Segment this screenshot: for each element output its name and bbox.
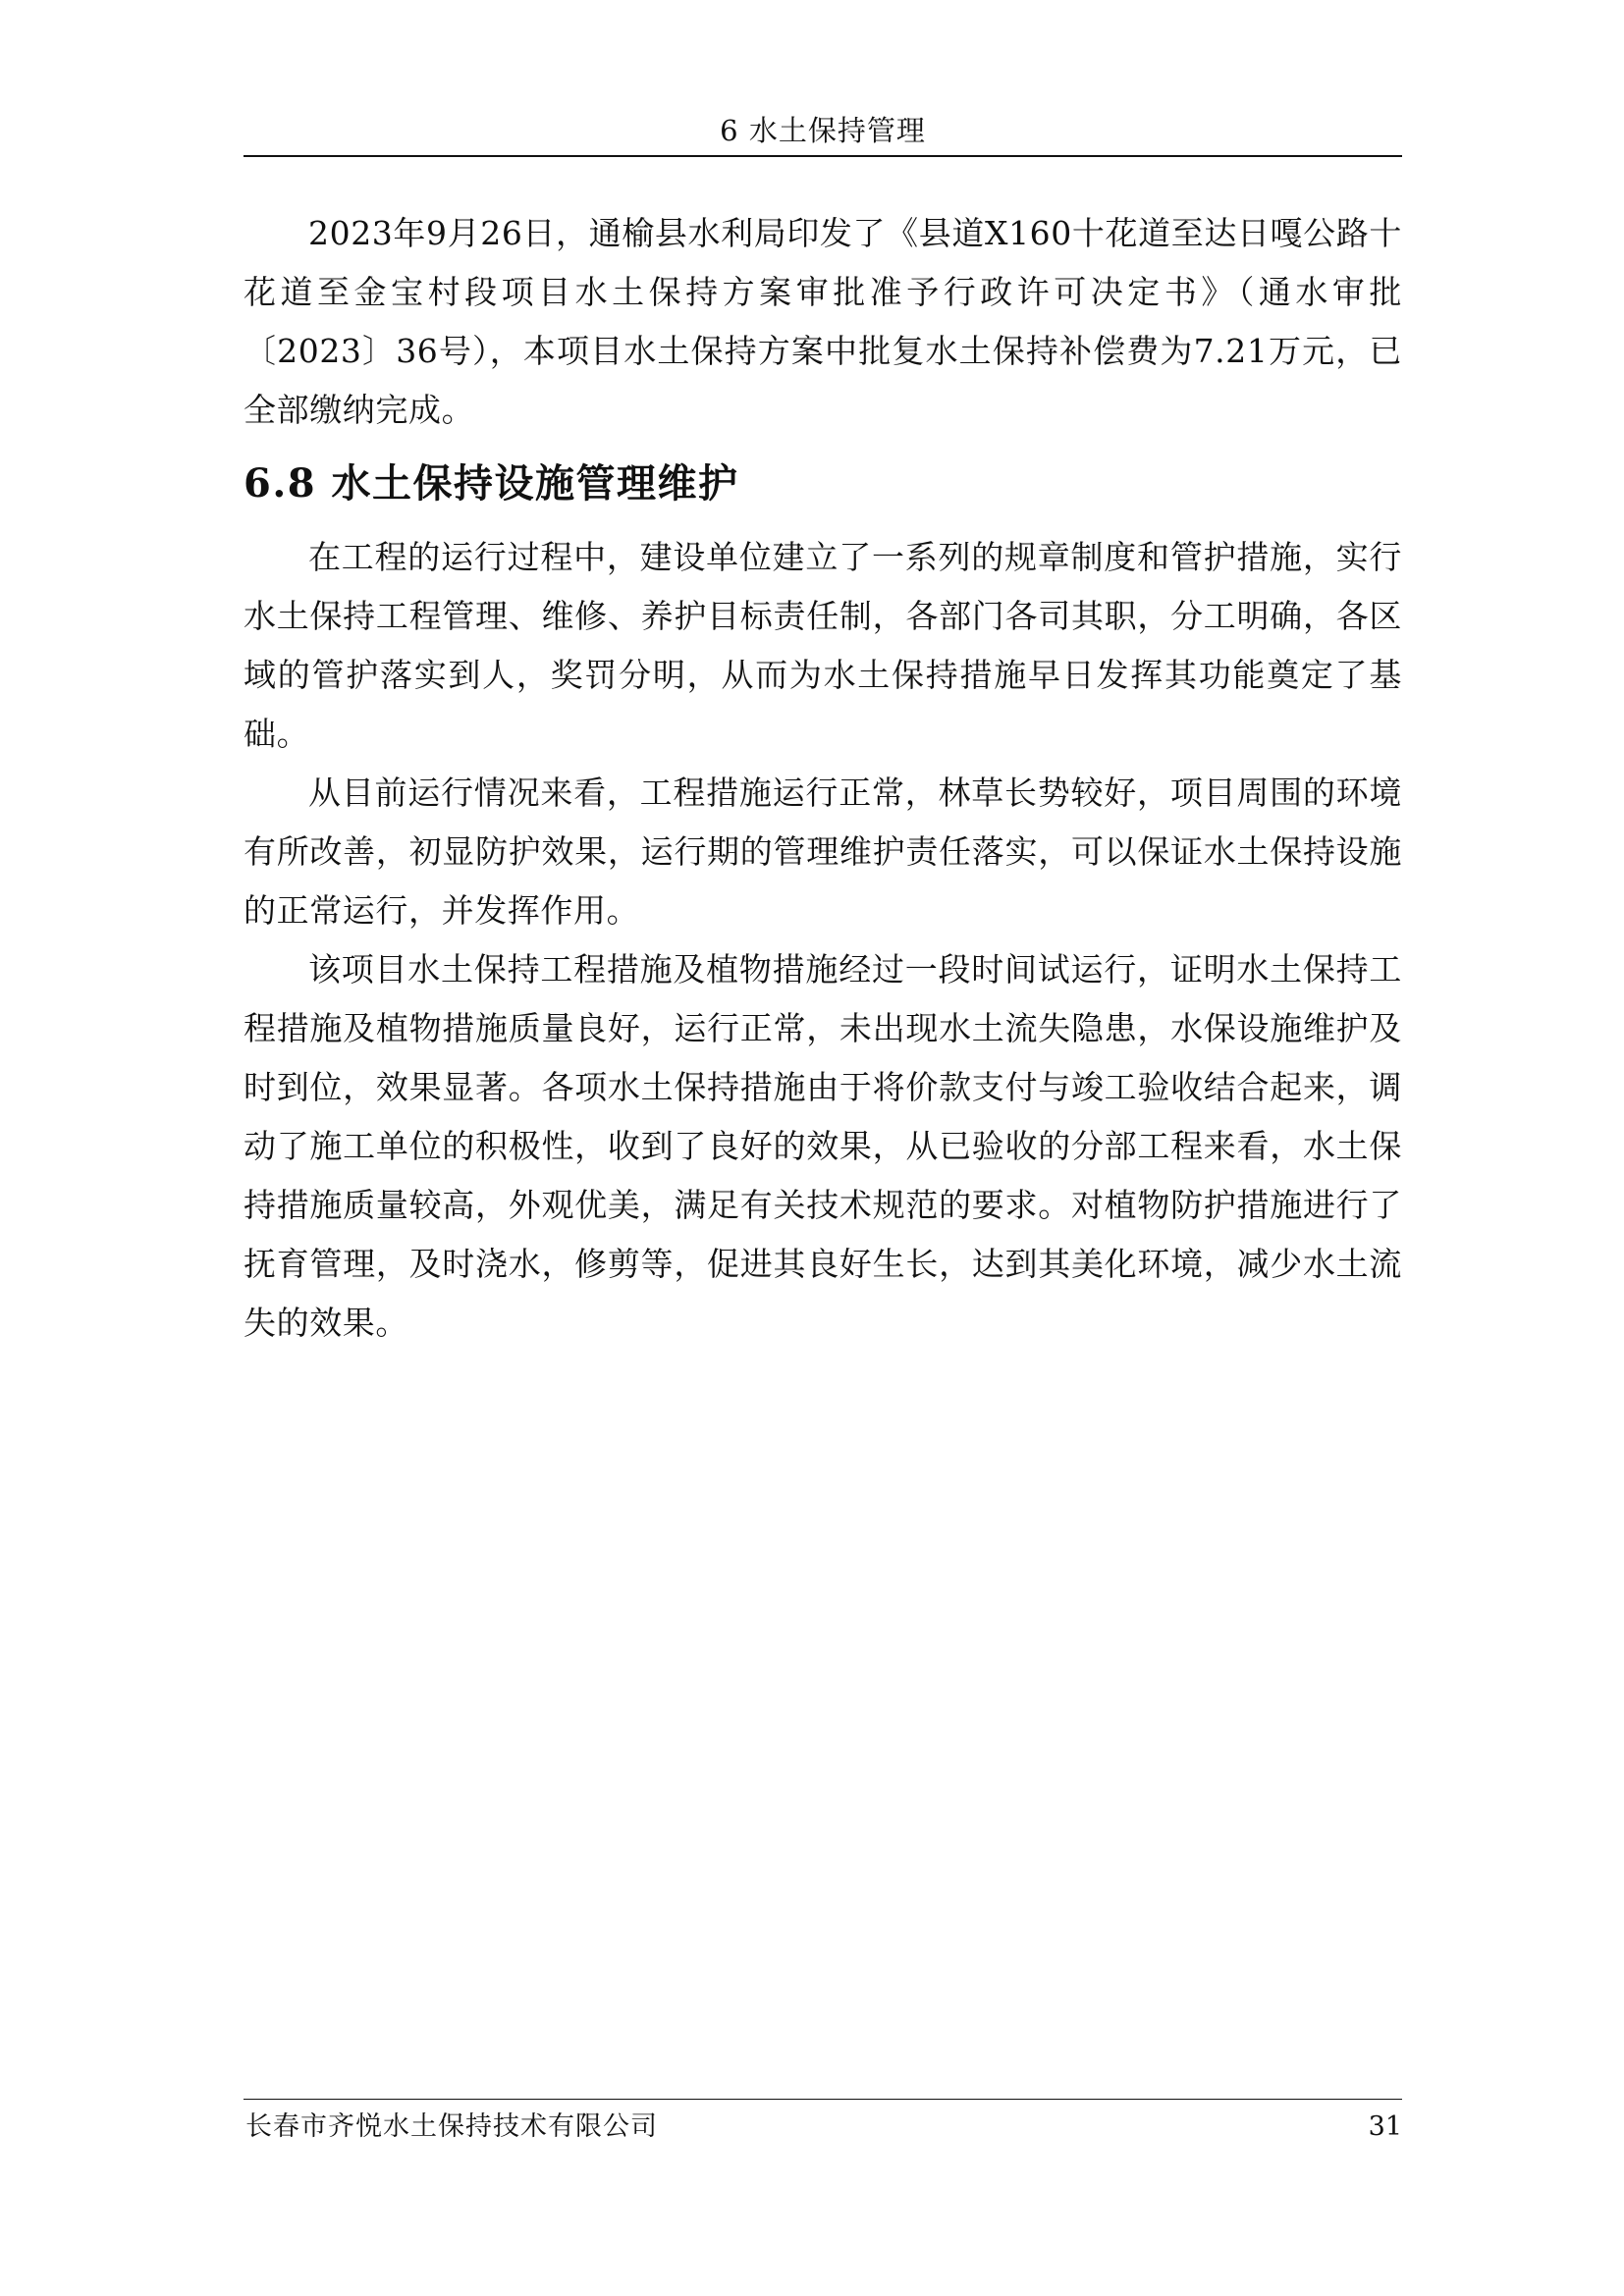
- body-paragraph-2: 从目前运行情况来看，工程措施运行正常，林草长势较好，项目周围的环境有所改善，初显防护效果，运行期的管理维护责任落实，可以保证水土保持设施的正常运行，并发挥作用。: [244, 774, 1402, 930]
- footer-company-name: 长春市齐悦水土保持技术有限公司: [245, 2111, 658, 2142]
- footer-page-number: 31: [1368, 2111, 1402, 2142]
- page-body: [244, 204, 1402, 1353]
- page-header-title: 6 水土保持管理: [720, 114, 926, 147]
- header-divider: [244, 155, 1402, 157]
- section-heading: 6.8 水土保持设施管理维护: [244, 460, 739, 507]
- body-paragraph-3: 该项目水土保持工程措施及植物措施经过一段时间试运行，证明水土保持工程措施及植物措施质量良好，运行正常，未出现水土流失隐患，水保设施维护及时到位，效果显著。各项水土保持措施由于将价款支付与竣工验收结合起来，调动了施工单位的积极性，收到了良好的效果，从已验收的分部工程来看，水土保持措施质量较高，外观优美，满足有关技术规范的要求。对植物防护措施进行了抚育管理，及时浇水，修剪等，促进其良好生长，达到其美化环境，减少水土流失的效果。: [244, 950, 1402, 1342]
- intro-paragraph: 2023年9月26日，通榆县水利局印发了《县道X160十花道至达日嘎公路十花道至金宝村段项目水土保持方案审批准予行政许可决定书》（通水审批〔2023〕36号），本项目水土保持方案中批复水土保持补偿费为7.21万元，已全部缴纳完成。: [244, 214, 1402, 429]
- body-paragraph-1: 在工程的运行过程中，建设单位建立了一系列的规章制度和管护措施，实行水土保持工程管理、维修、养护目标责任制，各部门各司其职，分工明确，各区域的管护落实到人，奖罚分明，从而为水土保持措施早日发挥其功能奠定了基础。: [244, 538, 1402, 753]
- footer-divider: [244, 2099, 1402, 2100]
